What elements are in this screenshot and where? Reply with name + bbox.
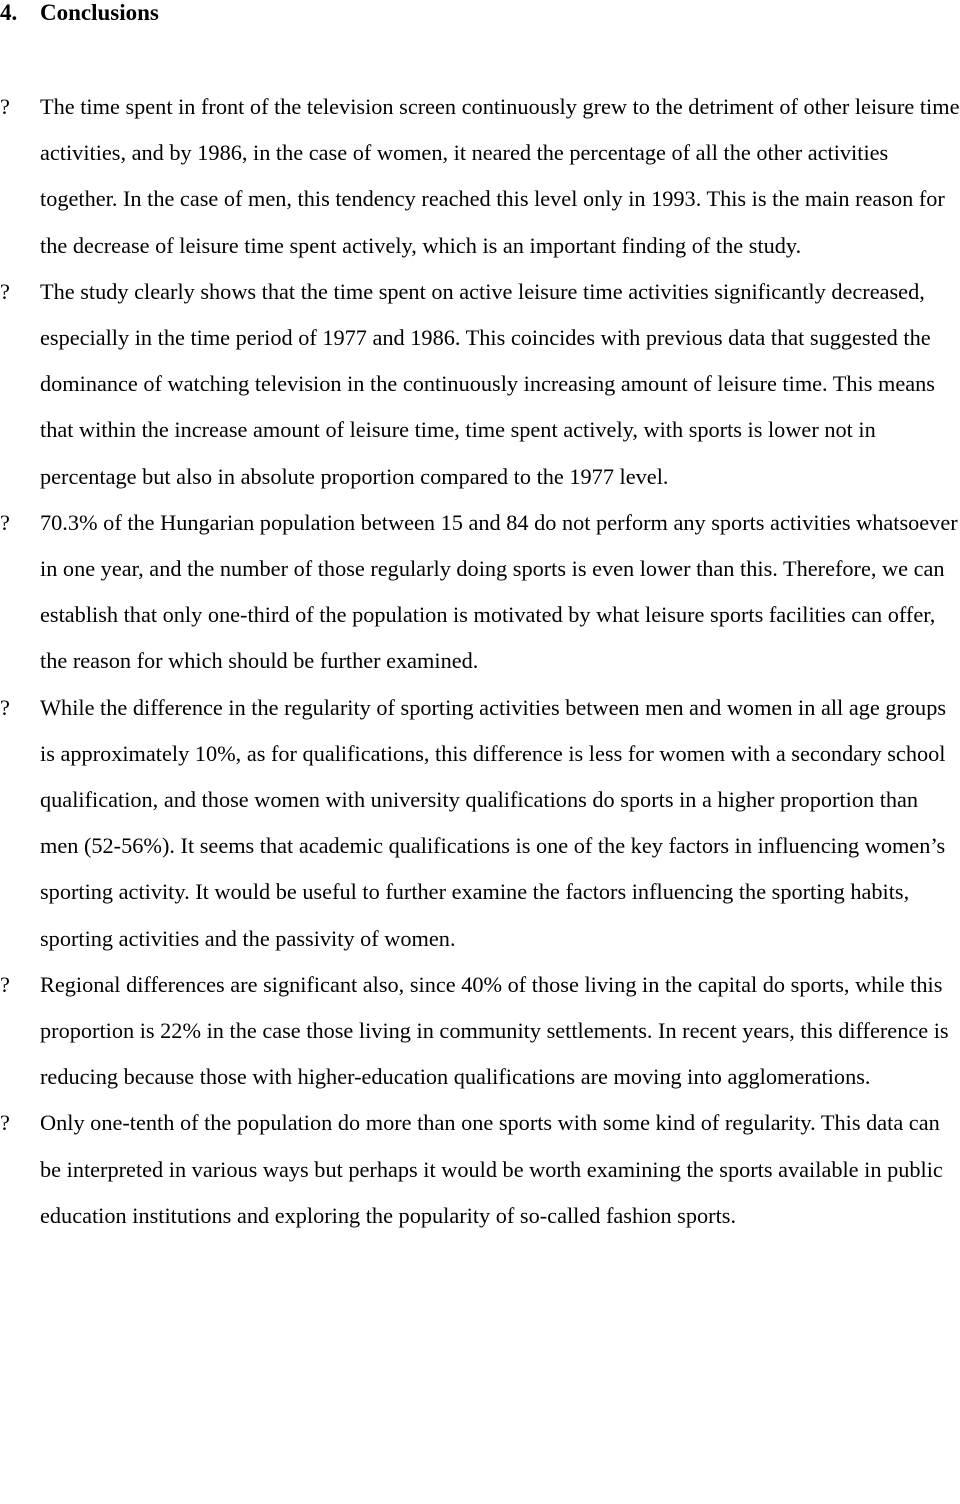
conclusions-list xyxy=(0,84,960,1239)
list-item xyxy=(0,500,960,685)
list-item xyxy=(0,962,960,1101)
bullet-marker: ? xyxy=(0,509,10,535)
bullet-marker: ? xyxy=(0,971,10,997)
section-title: Conclusions xyxy=(40,0,159,25)
list-item-text: The time spent in front of the television screen continuously grew to the detriment of other leisure time activities, and by 1986, in the case of women, it neared the percentage of all the other activities together. In the case of men, this tendency reached this level only in 1993. This is the main reason for the decrease of leisure time spent actively, which is an important finding of the study. xyxy=(40,94,960,258)
section-heading xyxy=(0,0,159,26)
bullet-marker: ? xyxy=(0,694,10,720)
list-item xyxy=(0,269,960,500)
list-item-text: Regional differences are significant also, since 40% of those living in the capital do sports, while this proportion is 22% in the case those living in community settlements. In recent years, this difference is reducing because those with higher-education qualifications are moving into agglomerations. xyxy=(40,971,949,1090)
list-item-text: 70.3% of the Hungarian population between 15 and 84 do not perform any sports activities whatsoever in one year, and the number of those regularly doing sports is even lower than this. Therefore, we can establish that only one-third of the population is motivated by what leisure sports facilities can offer, the reason for which should be further examined. xyxy=(40,509,958,674)
list-item-text: The study clearly shows that the time spent on active leisure time activities significantly decreased, especially in the time period of 1977 and 1986. This coincides with previous data that suggested the dominance of watching television in the continuously increasing amount of leisure time. This means that within the increase amount of leisure time, time spent actively, with sports is lower not in percentage but also in absolute proportion compared to the 1977 level. xyxy=(40,278,935,489)
list-item-text: Only one-tenth of the population do more than one sports with some kind of regularity. This data can be interpreted in various ways but perhaps it would be worth examining the sports available in public education institutions and exploring the popularity of so-called fashion sports. xyxy=(40,1110,943,1228)
list-item xyxy=(0,685,960,962)
bullet-marker: ? xyxy=(0,94,10,119)
list-item xyxy=(0,84,960,269)
bullet-marker: ? xyxy=(0,278,10,304)
list-item-text: While the difference in the regularity of sporting activities between men and women in all age groups is approximately 10%, as for qualifications, this difference is less for women with a secondary school qualification, and those women with university qualifications do sports in a higher proportion than men (52-56%). It seems that academic qualifications is one of the key factors in influencing women’s sporting activity. It would be useful to further examine the factors influencing the sporting habits, sporting activities and the passivity of women. xyxy=(40,694,947,951)
bullet-marker: ? xyxy=(0,1110,10,1136)
list-item xyxy=(0,1100,960,1239)
section-number: 4. xyxy=(0,0,18,25)
